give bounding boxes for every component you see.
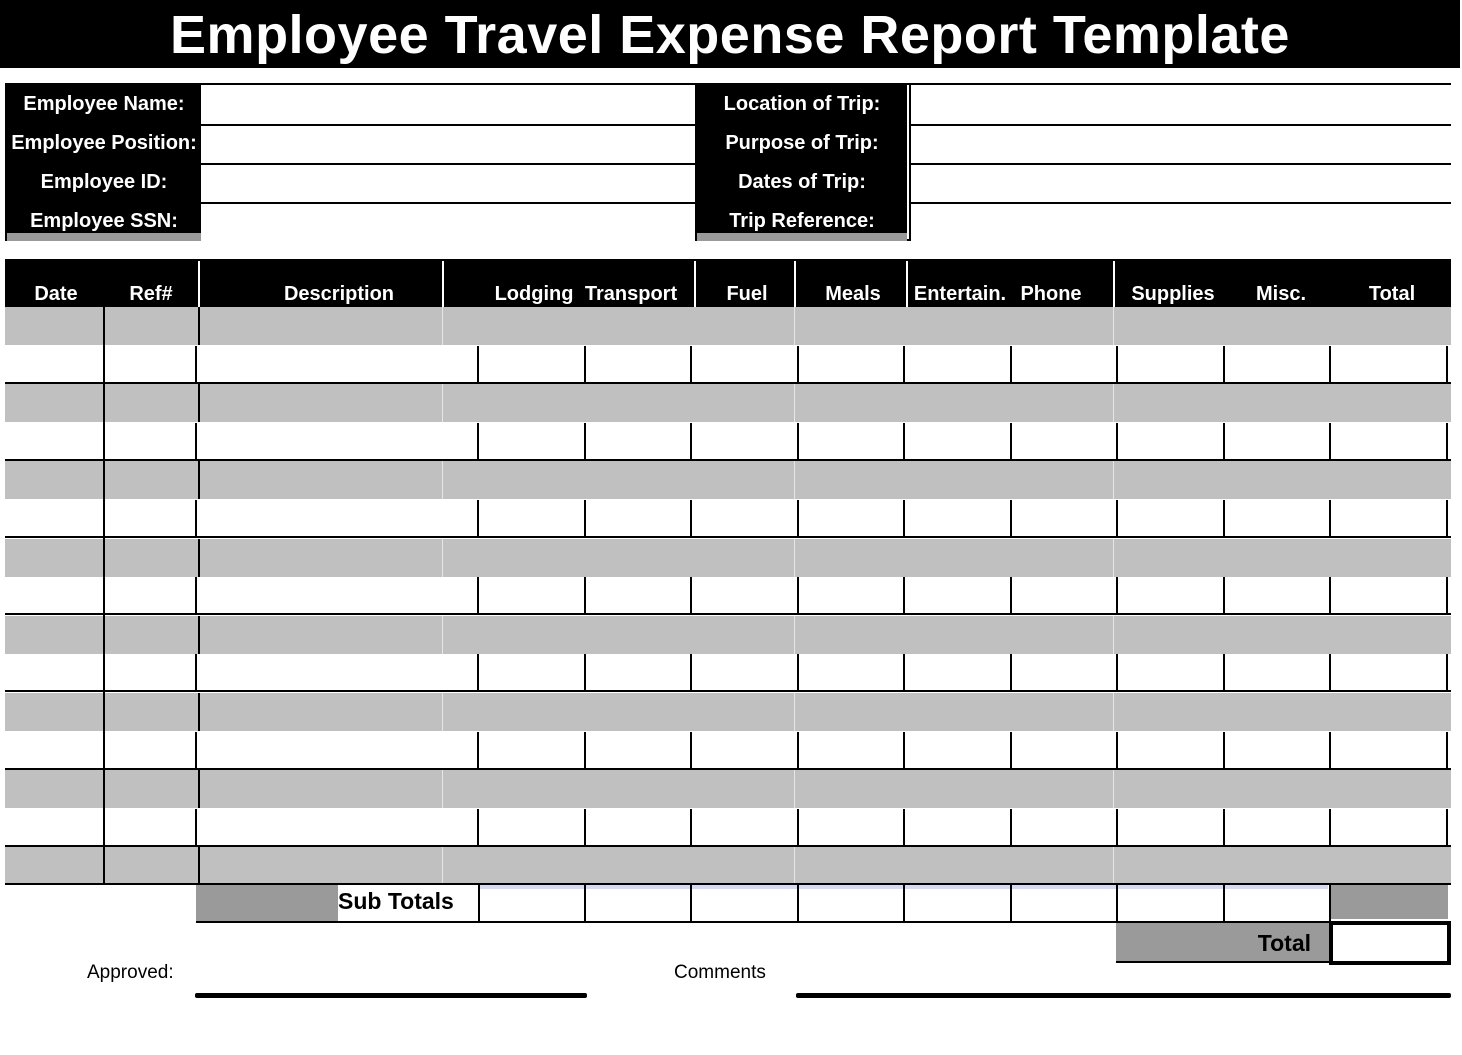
cell-divider: [690, 732, 692, 770]
cell-divider: [195, 809, 197, 847]
col-supplies: Supplies: [1131, 283, 1215, 305]
cell-divider: [477, 423, 479, 461]
dates-label: Dates of Trip:: [697, 163, 907, 202]
location-label: Location of Trip:: [697, 85, 907, 124]
cell-divider: [1329, 423, 1331, 461]
cell-divider: [797, 423, 799, 461]
col-misc: Misc.: [1255, 283, 1307, 305]
cell-divider: [797, 500, 799, 538]
cell-divider: [1329, 732, 1331, 770]
col-fuel: Fuel: [726, 283, 768, 305]
cell-divider: [477, 346, 479, 384]
cell-divider: [794, 307, 795, 345]
expense-table-header: [5, 259, 1451, 307]
cell-divider: [1010, 577, 1012, 615]
employee-name-field[interactable]: [201, 85, 697, 126]
comments-line[interactable]: [796, 993, 1451, 998]
subtotal-divider: [903, 885, 905, 923]
cell-divider: [195, 423, 197, 461]
col-description: Description: [283, 283, 395, 305]
subtotal-total-cell: [1330, 885, 1448, 919]
location-field[interactable]: [909, 85, 1451, 126]
cell-divider: [1116, 577, 1118, 615]
employee-position-field[interactable]: [201, 126, 697, 165]
cell-divider: [1113, 461, 1114, 499]
cell-divider: [1446, 423, 1448, 461]
cell-divider: [1223, 577, 1225, 615]
cell-divider: [1010, 423, 1012, 461]
cell-divider: [794, 847, 795, 885]
cell-divider: [1329, 577, 1331, 615]
cell-divider: [690, 654, 692, 692]
subtotal-divider: [690, 885, 692, 923]
cell-divider: [1446, 577, 1448, 615]
cell-divider: [442, 693, 443, 731]
cell-divider: [903, 732, 905, 770]
cell-divider: [1446, 732, 1448, 770]
expense-row[interactable]: [5, 654, 1451, 692]
cell-divider: [1113, 847, 1114, 885]
cell-divider: [198, 539, 200, 577]
subtotal-divider: [1223, 885, 1225, 923]
cell-divider: [584, 500, 586, 538]
cell-divider: [794, 770, 795, 808]
employee-trip-info: [5, 83, 1451, 241]
header-separator: [906, 261, 908, 307]
expense-row[interactable]: [5, 539, 1451, 577]
purpose-field[interactable]: [909, 126, 1451, 165]
cell-divider: [903, 809, 905, 847]
cell-divider: [1116, 423, 1118, 461]
cell-divider: [442, 384, 443, 422]
cell-divider: [1223, 654, 1225, 692]
cell-divider: [1329, 346, 1331, 384]
expense-row[interactable]: [5, 616, 1451, 654]
cell-divider: [690, 809, 692, 847]
subtotal-divider: [1329, 885, 1331, 923]
employee-id-label: Employee ID:: [7, 163, 201, 202]
cell-divider: [903, 577, 905, 615]
approved-signature-line[interactable]: [195, 993, 587, 998]
cell-divider: [1113, 384, 1114, 422]
cell-divider: [195, 577, 197, 615]
purpose-label: Purpose of Trip:: [697, 124, 907, 163]
expense-row[interactable]: [5, 346, 1451, 384]
cell-divider: [195, 500, 197, 538]
cell-divider: [477, 577, 479, 615]
cell-divider: [1223, 732, 1225, 770]
cell-divider: [903, 500, 905, 538]
col-phone: Phone: [1020, 283, 1082, 305]
trip-reference-label: Trip Reference:: [697, 202, 907, 233]
header-separator: [694, 261, 696, 307]
cell-divider: [903, 346, 905, 384]
cell-divider: [198, 770, 200, 808]
col-ref: Ref#: [129, 283, 173, 305]
cell-divider: [794, 461, 795, 499]
cell-divider: [1223, 809, 1225, 847]
date-column-border: [103, 307, 105, 885]
expense-row[interactable]: [5, 847, 1451, 885]
subtotal-divider: [797, 885, 799, 923]
cell-divider: [198, 384, 200, 422]
subtotal-divider: [584, 885, 586, 923]
cell-divider: [794, 384, 795, 422]
cell-divider: [690, 577, 692, 615]
cell-divider: [477, 654, 479, 692]
label-strip: [697, 233, 907, 241]
cell-divider: [1113, 616, 1114, 654]
cell-divider: [1113, 307, 1114, 345]
total-label: Total: [1116, 923, 1329, 963]
expense-row[interactable]: [5, 770, 1451, 808]
cell-divider: [1446, 500, 1448, 538]
cell-divider: [584, 732, 586, 770]
cell-divider: [442, 616, 443, 654]
subtotal-divider: [1116, 885, 1118, 923]
cell-divider: [1010, 809, 1012, 847]
expense-row[interactable]: [5, 307, 1451, 345]
cell-divider: [584, 654, 586, 692]
cell-divider: [794, 539, 795, 577]
cell-divider: [1446, 346, 1448, 384]
cell-divider: [477, 809, 479, 847]
report-title: Employee Travel Expense Report Template: [0, 0, 1460, 68]
expense-row[interactable]: [5, 423, 1451, 461]
cell-divider: [690, 500, 692, 538]
cell-divider: [1010, 654, 1012, 692]
expense-row[interactable]: [5, 693, 1451, 731]
subtotal-divider: [1010, 885, 1012, 923]
cell-divider: [1113, 770, 1114, 808]
expense-row[interactable]: [5, 577, 1451, 615]
total-value-field[interactable]: [1329, 921, 1451, 965]
cell-divider: [198, 616, 200, 654]
cell-divider: [1116, 654, 1118, 692]
col-date: Date: [34, 283, 78, 305]
comments-label: Comments: [674, 962, 766, 983]
cell-divider: [1223, 346, 1225, 384]
cell-divider: [1223, 423, 1225, 461]
employee-id-field[interactable]: [201, 165, 697, 204]
cell-divider: [797, 346, 799, 384]
cell-divider: [442, 461, 443, 499]
cell-divider: [477, 500, 479, 538]
cell-divider: [1116, 346, 1118, 384]
cell-divider: [794, 616, 795, 654]
cell-divider: [794, 693, 795, 731]
cell-divider: [903, 423, 905, 461]
cell-divider: [198, 847, 200, 885]
cell-divider: [198, 461, 200, 499]
col-entertain: Entertain.: [913, 283, 1007, 305]
cell-divider: [442, 847, 443, 885]
approved-label: Approved:: [87, 962, 174, 983]
cell-divider: [797, 654, 799, 692]
col-total: Total: [1368, 283, 1416, 305]
cell-divider: [1446, 654, 1448, 692]
cell-divider: [1116, 732, 1118, 770]
cell-divider: [1113, 693, 1114, 731]
cell-divider: [1116, 809, 1118, 847]
expense-row[interactable]: [5, 809, 1451, 847]
cell-divider: [903, 654, 905, 692]
cell-divider: [1446, 809, 1448, 847]
employee-name-label: Employee Name:: [7, 85, 201, 124]
subtotals-shade: [196, 885, 338, 923]
cell-divider: [198, 307, 200, 345]
cell-divider: [1010, 500, 1012, 538]
col-meals: Meals: [825, 283, 881, 305]
header-separator: [1113, 261, 1115, 307]
cell-divider: [1329, 654, 1331, 692]
header-separator: [794, 261, 796, 307]
expense-row[interactable]: [5, 461, 1451, 499]
col-lodging: Lodging: [494, 283, 574, 305]
cell-divider: [442, 307, 443, 345]
expense-row[interactable]: [5, 384, 1451, 422]
cell-divider: [690, 423, 692, 461]
cell-divider: [1329, 500, 1331, 538]
cell-divider: [198, 693, 200, 731]
dates-field[interactable]: [909, 165, 1451, 204]
cell-divider: [584, 809, 586, 847]
cell-divider: [797, 732, 799, 770]
cell-divider: [195, 654, 197, 692]
employee-position-label: Employee Position:: [7, 124, 201, 163]
cell-divider: [477, 732, 479, 770]
cell-divider: [442, 539, 443, 577]
employee-ssn-field[interactable]: [201, 204, 697, 241]
cell-divider: [1010, 732, 1012, 770]
cell-divider: [797, 577, 799, 615]
header-separator: [198, 261, 200, 307]
expense-row[interactable]: [5, 732, 1451, 770]
cell-divider: [1010, 346, 1012, 384]
label-strip: [7, 233, 201, 241]
trip-reference-field[interactable]: [909, 204, 1451, 241]
expense-row[interactable]: [5, 500, 1451, 538]
col-transport: Transport: [584, 283, 678, 305]
cell-divider: [1329, 809, 1331, 847]
subtotal-divider: [478, 885, 480, 923]
cell-divider: [797, 809, 799, 847]
cell-divider: [584, 346, 586, 384]
cell-divider: [195, 346, 197, 384]
cell-divider: [1223, 500, 1225, 538]
cell-divider: [1113, 539, 1114, 577]
cell-divider: [690, 346, 692, 384]
subtotals-label: Sub Totals: [338, 888, 454, 914]
cell-divider: [584, 577, 586, 615]
cell-divider: [584, 423, 586, 461]
cell-divider: [442, 770, 443, 808]
employee-ssn-label: Employee SSN:: [7, 202, 201, 233]
header-separator: [442, 261, 444, 307]
cell-divider: [1116, 500, 1118, 538]
cell-divider: [195, 732, 197, 770]
